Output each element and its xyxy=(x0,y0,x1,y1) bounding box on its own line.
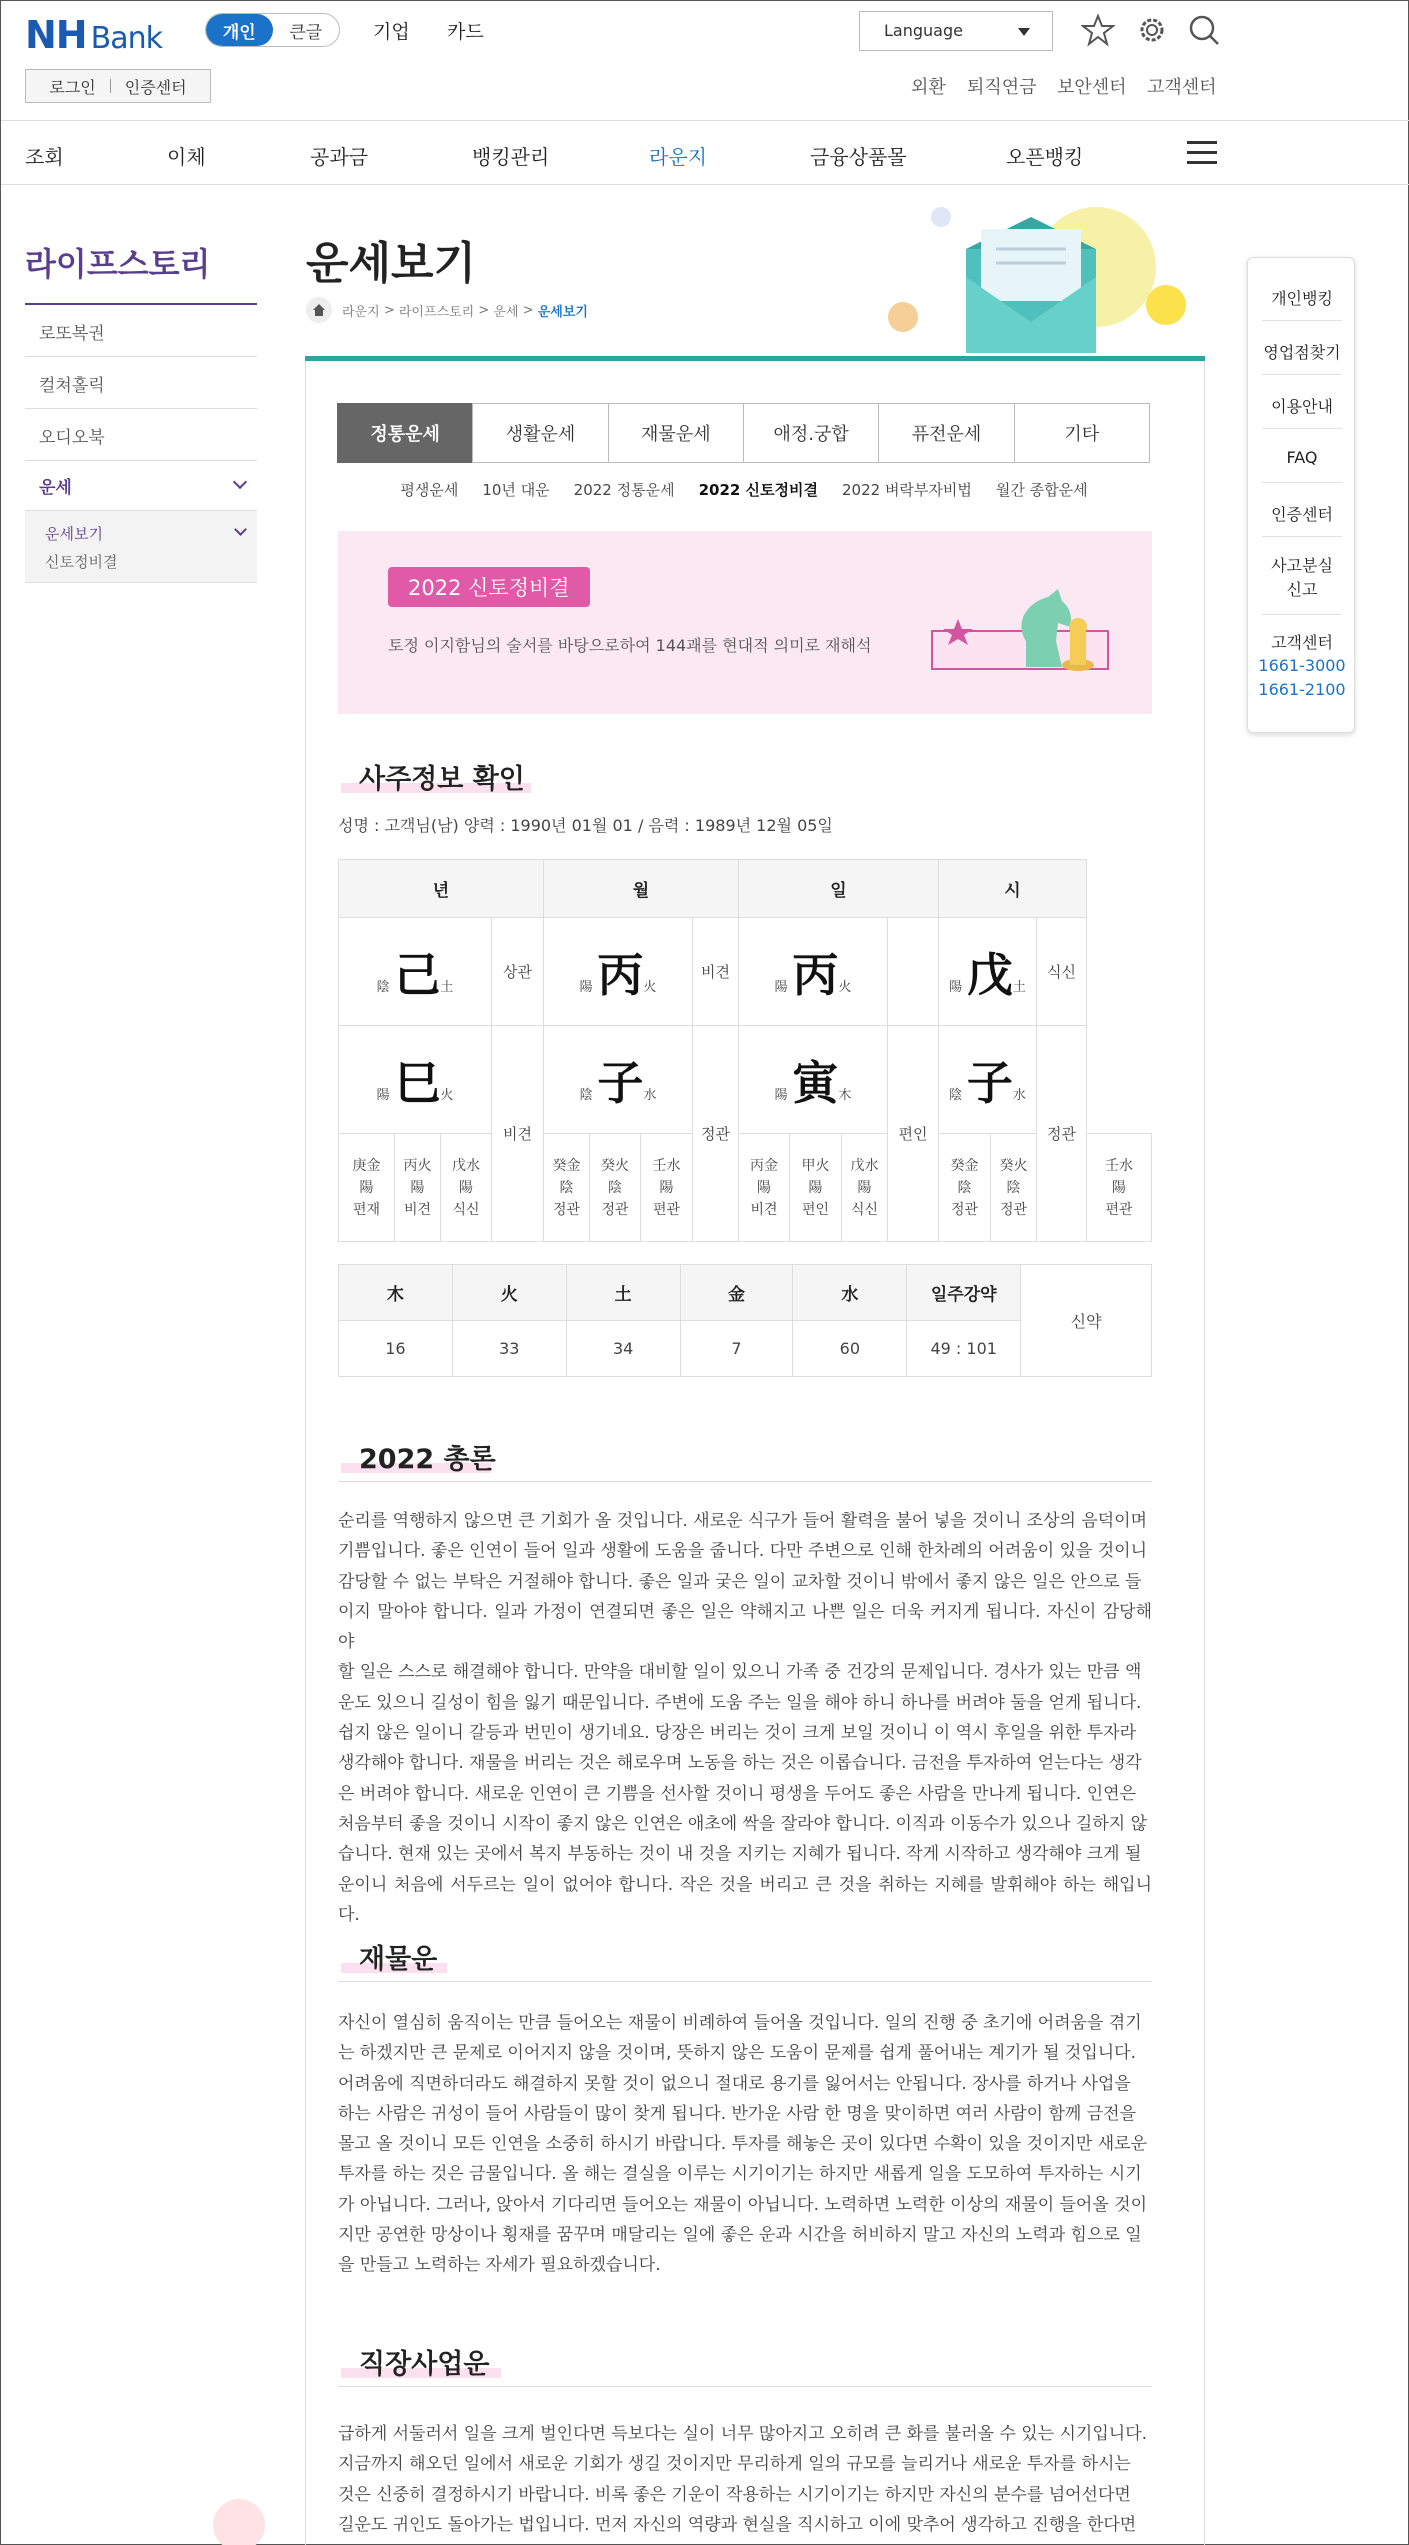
oh-value: 7 xyxy=(680,1321,793,1377)
stem-hour-label: 식신 xyxy=(1037,918,1087,1026)
divider xyxy=(1262,536,1342,537)
login-link[interactable]: 로그인 xyxy=(49,77,96,97)
branch-day: 陽 寅木 xyxy=(739,1026,888,1134)
decorative-circle xyxy=(213,2499,265,2545)
gnb-banking-admin[interactable]: 뱅킹관리 xyxy=(472,145,550,169)
oh-earth: 土 xyxy=(566,1265,680,1321)
fortune-tabs xyxy=(338,403,1150,463)
branch-month-label: 정관 xyxy=(693,1026,739,1242)
quick-usage-guide[interactable]: 이용안내 xyxy=(1271,397,1333,416)
stem-year: 陰 己土 xyxy=(339,918,492,1026)
divider xyxy=(110,79,111,93)
lnb-sub-fortune-view[interactable]: 운세보기 xyxy=(45,525,103,543)
oh-value: 49 : 101 xyxy=(907,1321,1021,1377)
breadcrumb-current: 운세보기 xyxy=(537,304,588,320)
ohaeng-table xyxy=(338,1264,1152,1377)
section-divider xyxy=(338,1981,1152,1982)
section-heading-general: 2022 총론 xyxy=(359,1444,496,1475)
hidden-stem: 戊水 陽 식신 xyxy=(842,1134,888,1242)
language-select[interactable]: Language xyxy=(859,11,1053,51)
page-title: 운세보기 xyxy=(306,238,477,289)
oh-strength: 일주강약 xyxy=(907,1265,1021,1321)
branch-hour-label: 정관 xyxy=(1037,1026,1087,1242)
font-size-toggle[interactable] xyxy=(205,13,340,47)
oh-value: 16 xyxy=(339,1321,453,1377)
toggle-personal[interactable]: 개인 xyxy=(206,14,273,46)
sintojeong-banner xyxy=(338,531,1152,714)
oh-value: 33 xyxy=(452,1321,566,1377)
nav-corporate[interactable]: 기업 xyxy=(373,21,410,43)
oh-metal: 金 xyxy=(680,1265,793,1321)
subtab-2022-sintojeong[interactable]: 2022 신토정비결 xyxy=(698,481,818,499)
banner-description: 토정 이지함님의 술서를 바탕으로하여 144괘를 현대적 의미로 재해석 xyxy=(388,636,872,655)
gnb-product-mall[interactable]: 금융상품몰 xyxy=(810,145,907,169)
quick-cert-center[interactable]: 인증센터 xyxy=(1271,505,1333,524)
caret-down-icon xyxy=(1018,28,1030,36)
lnb-item-lotto[interactable]: 로또복권 xyxy=(25,305,257,357)
link-fx[interactable]: 외환 xyxy=(911,77,946,98)
tab-life[interactable]: 생활운세 xyxy=(472,403,608,463)
quick-branch-finder[interactable]: 영업점찾기 xyxy=(1263,343,1341,362)
saju-heading: 사주정보 확인 xyxy=(359,764,525,795)
saju-info: 성명 : 고객님(남) 양력 : 1990년 01월 01 / 음력 : 1989년 12월 05일 xyxy=(338,816,833,835)
section-heading-wealth: 재물운 xyxy=(359,1944,438,1975)
chess-knight-illustration xyxy=(928,571,1118,681)
lnb-item-audiobook[interactable]: 오디오북 xyxy=(25,409,257,461)
hidden-stem: 壬水 陽 편관 xyxy=(641,1134,693,1242)
stem-hour: 陽 戊土 xyxy=(939,918,1037,1026)
gnb-inquiry[interactable]: 조회 xyxy=(25,145,64,169)
hidden-stem: 戊水 陽 식신 xyxy=(441,1134,492,1242)
chevron-down-icon xyxy=(233,475,247,489)
breadcrumb-lifestory[interactable]: 라이프스토리 xyxy=(398,304,475,320)
lnb-item-fortune[interactable]: 운세 xyxy=(25,459,257,511)
section-heading-career: 직장사업운 xyxy=(359,2349,490,2380)
hidden-stem: 癸金 陰 정관 xyxy=(939,1134,991,1242)
stem-year-label: 상관 xyxy=(492,918,544,1026)
branch-year: 陽 巳火 xyxy=(339,1026,492,1134)
gnb-transfer[interactable]: 이체 xyxy=(167,145,206,169)
lnb-item-culture[interactable]: 컬쳐홀릭 xyxy=(25,357,257,409)
oh-value: 60 xyxy=(793,1321,907,1377)
lnb-title: 라이프스토리 xyxy=(25,245,211,283)
hidden-stem: 癸金 陰 정관 xyxy=(544,1134,590,1242)
branch-month: 陰 子水 xyxy=(544,1026,693,1134)
subtab-monthly[interactable]: 월간 종합운세 xyxy=(995,481,1088,499)
hidden-stem: 丙火 陽 비견 xyxy=(395,1134,441,1242)
stem-day-label xyxy=(888,918,939,1026)
oh-result: 신약 xyxy=(1021,1265,1152,1377)
hidden-stem: 甲火 陽 편인 xyxy=(790,1134,842,1242)
tab-traditional[interactable]: 정통운세 xyxy=(337,403,473,463)
breadcrumb-lounge[interactable]: 라운지 xyxy=(342,304,380,320)
section-text-wealth: 자신이 열심히 움직이는 만큼 들어오는 재물이 비례하여 들어올 것입니다. 일의 진행 중 초기에 어려움을 겪기 는 하겠지만 큰 문제로 이어지지 않을 것이며, 뜻하지 않은 도움이 문제를 쉽게 풀어내는 계기가 될 것입니다. 어려움에 직면하더라도 해결하지 못할 것이 없으니 절대로 용기를 잃어서는 안됩니다. 장사를 하거나 사업을 하는 사람은 귀성이 들어 사람들이 많이 찾게 됩니다. 반가운 사람 한 명을 맞이하면 여러 사람이 함께 금전을 몰고 올 것이니 모든 인연을 소중히 하시기 바랍니다. 투자를 해놓은 곳이 있다면 수확이 있을 것이지만 새로운 투자를 하는 것은 금물입니다. 올 해는 결실을 이루는 시기이기는 하지만 새롭게 일을 도모하여 투자하는 시기 가 아닙니다. 그러나, 앉아서 기다리면 들어오는 재물이 아닙니다. 노력하면 노력한 이상의 재물이 들어올 것이 지만 공연한 망상이나 횡재를 꿈꾸며 매달리는 일에 좋은 운과 시간을 허비하지 말고 자신의 노력과 힘으로 일 을 만들고 노력하는 자세가 필요하겠습니다. xyxy=(338,2013,1148,2276)
divider xyxy=(1262,482,1342,483)
oh-value: 34 xyxy=(566,1321,680,1377)
link-security[interactable]: 보안센터 xyxy=(1057,77,1127,98)
branch-day-label: 편인 xyxy=(888,1026,939,1242)
hamburger-menu-icon[interactable] xyxy=(1187,141,1217,165)
search-icon[interactable] xyxy=(1187,13,1221,47)
stem-month-label: 비견 xyxy=(693,918,739,1026)
star-icon[interactable] xyxy=(1081,13,1115,47)
breadcrumb: 라운지 > 라이프스토리 > 운세 > 운세보기 xyxy=(306,297,588,323)
col-month: 월 xyxy=(544,860,739,918)
divider xyxy=(1262,614,1342,615)
quick-faq[interactable]: FAQ xyxy=(1286,448,1318,467)
quick-personal-banking[interactable]: 개인뱅킹 xyxy=(1271,289,1333,308)
gnb-lounge[interactable]: 라운지 xyxy=(649,145,707,169)
tab-love[interactable]: 애정.궁합 xyxy=(743,403,879,463)
home-icon[interactable] xyxy=(306,297,332,323)
subtab-2022-traditional[interactable]: 2022 정통운세 xyxy=(573,481,675,499)
col-day: 일 xyxy=(739,860,939,918)
nh-bank-logo[interactable]: NH Bank xyxy=(25,13,162,57)
login-box xyxy=(25,69,211,103)
branch-year-label: 비견 xyxy=(492,1026,544,1242)
link-pension[interactable]: 퇴직연금 xyxy=(967,77,1037,98)
tab-wealth[interactable]: 재물운세 xyxy=(608,403,744,463)
quick-loss-report[interactable]: 사고분실 신고 xyxy=(1271,556,1333,599)
gnb-divider xyxy=(1,184,1409,185)
breadcrumb-fortune[interactable]: 운세 xyxy=(493,304,519,320)
nav-card[interactable]: 카드 xyxy=(447,21,484,43)
section-divider xyxy=(338,2386,1152,2387)
lnb-sub-sintojeong[interactable]: 신토정비결 xyxy=(45,553,118,571)
hidden-stem: 癸火 陰 정관 xyxy=(590,1134,641,1242)
hidden-stem: 壬水 陽 편관 xyxy=(1087,1134,1152,1242)
hidden-stem: 丙金 陽 비견 xyxy=(739,1134,790,1242)
subtab-2022-rich[interactable]: 2022 벼락부자비법 xyxy=(842,481,972,499)
chevron-down-icon xyxy=(234,523,247,536)
section-divider xyxy=(338,1481,1152,1482)
col-year: 년 xyxy=(339,860,544,918)
section-text-general: 순리를 역행하지 않으면 큰 기회가 올 것입니다. 새로운 식구가 들어 활력을 불어 넣을 것이니 조상의 음덕이며 기쁨입니다. 좋은 인연이 들어 일과 생활에 도움을 줍니다. 다만 주변으로 인해 한차례의 어려움이 있을 것이니 감당할 수 없는 부탁은 거절해야 합니다. 좋은 일과 궂은 일이 교차할 것이니 밖에서 좋지 않은 일은 안으로 들 이지 말아야 합니다. 일과 가정이 연결되면 좋은 일은 약해지고 나쁜 일은 더욱 커지게 됩니다. 자신이 감당해야 할 일은 스스로 해결해야 합니다. 만약을 대비할 일이 있으니 가족 중 건강의 문제입니다. 경사가 있는 만큼 액 운도 있으니 길성이 힘을 잃기 때문입니다. 주변에 도움 주는 일을 해야 하니 하나를 버려야 둘을 얻게 됩니다. 쉽지 않은 일이니 갈등과 번민이 생기네요. 당장은 버리는 것이 크게 보일 것이니 이 역시 후일을 위한 투자라 생각해야 합니다. 재물을 버리는 것은 해로우며 노동을 하는 것은 이롭습니다. 금전을 투자하여 얻는다는 생각 은 버려야 합니다. 새로운 인연이 큰 기쁨을 선사할 것이니 평생을 두어도 좋은 사람을 만나게 됩니다. 인연은 처음부터 좋을 것이니 시작이 좋지 않은 인연은 애초에 싹을 잘라야 합니다. 이직과 이동수가 있으나 길하지 않 습니다. 현재 있는 곳에서 복지 부동하는 것이 내 것을 지키는 지혜가 됩니다. 작게 시작하고 생각해야 크게 될 운이니 처음에 서두르는 일이 없어야 합니다. 작은 것을 버리고 큰 것을 취하는 지혜를 발휘해야 하는 해입니다. xyxy=(338,1511,1152,1925)
gear-icon[interactable] xyxy=(1135,13,1169,47)
cert-center-link[interactable]: 인증센터 xyxy=(124,77,187,97)
hidden-stem: 癸火 陰 정관 xyxy=(991,1134,1037,1242)
hidden-stem: 庚金 陽 편재 xyxy=(339,1134,395,1242)
saju-table xyxy=(338,859,1152,1242)
gnb-utilities[interactable]: 공과금 xyxy=(310,145,368,169)
branch-hour: 陰 子水 xyxy=(939,1026,1037,1134)
oh-wood: 木 xyxy=(339,1265,453,1321)
section-text-career: 급하게 서둘러서 일을 크게 벌인다면 득보다는 실이 너무 많아지고 오히려 큰 화를 불러올 수 있는 시기입니다. 지금까지 해오던 일에서 새로운 기회가 생길 것이지만 무리하게 일의 규모를 늘리거나 새로운 투자를 하시는 것은 신중히 결정하시기 바랍니다. 비록 좋은 기운이 작용하는 시기이기는 하지만 자신의 분수를 넘어선다면 길운도 귀인도 돌아가는 법입니다. 먼저 자신의 역량과 현실을 직시하고 이에 맞추어 생각하고 진행을 한다면 xyxy=(338,2424,1148,2535)
divider xyxy=(1262,320,1342,321)
link-customer[interactable]: 고객센터 xyxy=(1147,77,1217,98)
stem-month: 陽 丙火 xyxy=(544,918,693,1026)
stem-day: 陽 丙火 xyxy=(739,918,888,1026)
tab-etc[interactable]: 기타 xyxy=(1014,403,1150,463)
fortune-subtabs xyxy=(338,479,1150,500)
oh-water: 水 xyxy=(793,1265,907,1321)
header-divider xyxy=(1,120,1409,121)
envelope-illustration xyxy=(881,197,1201,357)
gnb-open-banking[interactable]: 오픈뱅킹 xyxy=(1006,145,1084,169)
col-hour: 시 xyxy=(939,860,1087,918)
oh-fire: 火 xyxy=(452,1265,566,1321)
toggle-bigtext[interactable]: 큰글 xyxy=(289,22,323,43)
divider xyxy=(1262,374,1342,375)
lnb-submenu xyxy=(25,511,257,583)
quick-customer-center: 고객센터 xyxy=(1271,633,1333,652)
quick-tel-1[interactable]: 1661-3000 xyxy=(1258,656,1346,675)
quick-menu xyxy=(1247,257,1355,733)
divider xyxy=(1262,428,1342,429)
tab-fusion[interactable]: 퓨전운세 xyxy=(878,403,1014,463)
subtab-lifetime[interactable]: 평생운세 xyxy=(400,481,459,499)
banner-pill: 2022 신토정비결 xyxy=(388,567,590,607)
subtab-10year[interactable]: 10년 대운 xyxy=(482,481,550,499)
quick-tel-2[interactable]: 1661-2100 xyxy=(1258,680,1346,699)
